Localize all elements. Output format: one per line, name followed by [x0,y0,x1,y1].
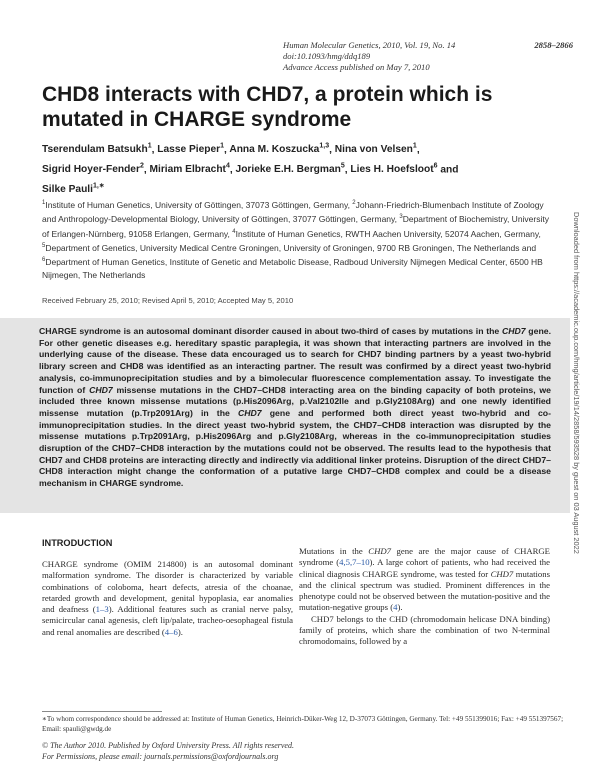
permissions-line: For Permissions, please email: journals.permissions@oxfordjournals.org [42,752,279,761]
author-name: Silke Pauli [42,184,93,196]
journal-header [283,40,573,73]
doi[interactable]: doi:10.1093/hmg/ddq189 [283,51,371,61]
author-affiliation-mark: 1 [220,143,225,150]
intro-paragraph-1 [42,559,293,638]
copyright-notice [42,740,564,762]
text-run: gene. For other genetic diseases e.g. hereditary spastic paraplegia, it was shown that interacting partners are involved in the underlying cause of the disease. These data encouraged us to search for CHD7 binding partners by a yeast two-hybrid library screen and CHD8 was identified as an interacting partner. The result was confirmed by a direct yeast two-hybrid analysis, co-immunoprecipitation studies and by a bimolecular fluorescence complementation assay. To investigate the function of [39,326,551,395]
text-run: ). Additional features such as cranial nerve palsy, semicircular canal agenesis, cleft lip/palate, tracheo-oesophageal fistula and renal anomalies are described ( [42,604,293,637]
affiliation-text: Johann-Friedrich-Blumenbach Institute of Zoology and Anthropology-Developmental Biology, University of Göttingen, 37077 Göttingen, Germany, [42,199,544,225]
text-run: gene are the major cause of CHARGE syndrome ( [299,546,550,568]
author-name: Miriam Elbracht [149,164,226,176]
author-affiliation-mark: 5 [340,162,345,170]
citation-link[interactable]: 1–3 [95,604,109,615]
affiliation-text: Department of Biochemistry, University of Erlangen-Nürnberg, 91058 Erlangen, Germany, [42,214,549,239]
right-column [299,546,550,648]
advance-access: Advance Access published on May 7, 2010 [283,62,430,72]
correspondence-footnote: ∗To whom correspondence should be addressed at: Institute of Human Genetics, Heinrich-Düker-Weg 12, D-37073 Göttingen, Germany. Tel: +49 551399016; Fax: +49 551397567; Email: spauli@gwdg.de [42,715,564,733]
author [229,144,329,155]
text-run: ). A large cohort of patients, who had received the clinical diagnosis CHARGE syndrome, was tested for [299,557,550,579]
intro-paragraph-2 [299,546,550,614]
citation-link[interactable]: 4–6 [164,626,178,637]
author-list: Tserendulam Batsukh$^1$, Lasse Pieper$^1$, Anna M. Koszucka$^{1,3}$, Nina von Velsen$^1$, Sigrid Hoyer-Fender$^2$, Miriam Elbracht$^4$, Jorieke E.H. Bergman$^5$, Lies H. Hoefsloot$^6$ and Silke Pauli$^{1,∗}$ [42,143,459,196]
affiliation-mark: 4 [232,228,236,235]
affiliations [42,197,554,281]
gene-name-italic: CHD7 [490,568,514,579]
author-name: Jorieke E.H. Bergman [235,164,341,176]
citation-link[interactable]: 4,5,7–10 [339,557,370,568]
footnote-rule [42,711,162,712]
affiliation-mark: 5 [42,242,46,249]
download-watermark [572,212,590,732]
affiliation-text: Institute of Human Genetics, University of Göttingen, 37073 Göttingen, Germany, [45,199,353,210]
author-name: Sigrid Hoyer-Fender [42,164,140,176]
citation-link[interactable]: 4 [393,602,398,613]
section-heading-introduction: INTRODUCTION [42,538,113,548]
author [236,164,345,175]
author-affiliation-mark: 1,∗ [92,182,105,190]
received-dates: Received February 25, 2010; Revised April 5, 2010; Accepted May 5, 2010 [42,296,294,305]
affiliation-text: Department of Human Genetics, Institute of Genetic and Metabolic Disease, Radboud University Nijmegen Medical Center, 6500 HB Nijmegen, The Netherlands [42,257,543,280]
author [157,144,224,155]
author [335,144,417,155]
author-affiliation-mark: 1 [412,143,417,150]
affiliation-text: Department of Genetics, University Medical Centre Groningen, University of Groningen, 9700 RB Groningen, The Netherlands and [45,242,537,253]
author-name: Lies H. Hoefsloot [350,164,434,176]
author-affiliation-mark: 2 [139,162,144,170]
download-note-text: Downloaded from https://academic.oup.com/hmg/article/19/14/2858/593528 by guest on 03 August 2022 [572,212,581,554]
author-affiliation-mark: 1,3 [319,143,330,150]
text-run: ). [397,602,403,613]
text-run: Mutations in the [299,546,369,556]
gene-name-italic: CHD7 [237,407,262,418]
author-affiliation-mark: 6 [433,162,438,170]
gene-name-italic: CHD7 [368,546,391,556]
author-name: Anna M. Koszucka [229,144,320,156]
author-affiliation-mark: 4 [225,162,230,170]
author [42,144,152,155]
abstract-text [39,326,551,490]
gene-name-italic: CHD7 [89,384,113,395]
author [42,164,144,175]
text-run: mutations and the clinical spectrum was studied. Prominent differences in the phenotype could not be observed between the mutation-positive and the mutation-negative groups ( [299,568,550,613]
article-title: CHD8 interacts with CHD7, a protein which is mutated in CHARGE syndrome [42,83,493,131]
left-column [42,538,293,638]
text-run: CHARGE syndrome (OMIM 214800) is an autosomal dominant malformation syndrome. The disorder is characterized by variable combinations of coloboma, heart defects, atresia of the choanae, retarded growth and development, genital hypoplasia, ear anomalies and deafness ( [42,559,293,615]
author-name: Tserendulam Batsukh [42,144,148,156]
text-run: gene and performed both direct yeast two-hybrid and co-immunoprecipitation studies. In the direct yeast two-hybrid system, the CHD7–CHD8 interaction was disrupted by the missense mutations p.Trp2091Arg, p.His2096Arg and p.Gly2108Arg, whereas in the co-immunoprecipitation studies disruption of the CHD7–CHD8 interaction by the mutations could not be observed. The results lead to the hypothesis that CHD7 and CHD8 proteins are interacting directly and indirectly via additional linker proteins. Disruption of the direct CHD7–CHD8 interaction might change the conformation of a putative large CHD7–CHD8 complex and could be a disease mechanism in CHARGE syndrome. [39,407,551,489]
gene-name-italic: CHD7 [501,326,526,336]
author-affiliation-mark: 1 [147,143,152,150]
author-name: Lasse Pieper [157,144,221,156]
author-name: Nina von Velsen [334,144,413,156]
affiliation-mark: 6 [42,257,46,264]
intro-paragraph-3: CHD7 belongs to the CHD (chromodomain helicase DNA binding) family of proteins, which share the combination of two N-terminal chromodomains, followed by a [299,613,550,647]
author [350,164,437,175]
journal-citation: Human Molecular Genetics, 2010, Vol. 19, No. 14 [283,40,456,50]
affiliation-text: Institute of Human Genetics, RWTH Aachen University, 52074 Aachen, Germany, [235,228,541,239]
page-range: 2858–2866 [534,40,573,50]
copyright-line: © The Author 2010. Published by Oxford University Press. All rights reserved. [42,741,294,750]
text-run: missense mutations in the CHD7–CHD8 interacting area on the binding capacity of both proteins, we included three known missense mutations (p.His2096Arg, p.Val2102Ile and p.Gly2108Arg) and one newly identified missense mutation (p.Trp2091Arg) in the [39,384,551,418]
affiliation-mark: 1 [42,200,46,206]
affiliation-mark: 2 [352,200,356,206]
author [42,184,105,195]
text-run: CHARGE syndrome is an autosomal dominant disorder caused in about two-third of cases by mutations in the [39,326,502,336]
affiliation-mark: 3 [399,214,403,221]
author [150,164,230,175]
text-run: ). [177,626,183,637]
